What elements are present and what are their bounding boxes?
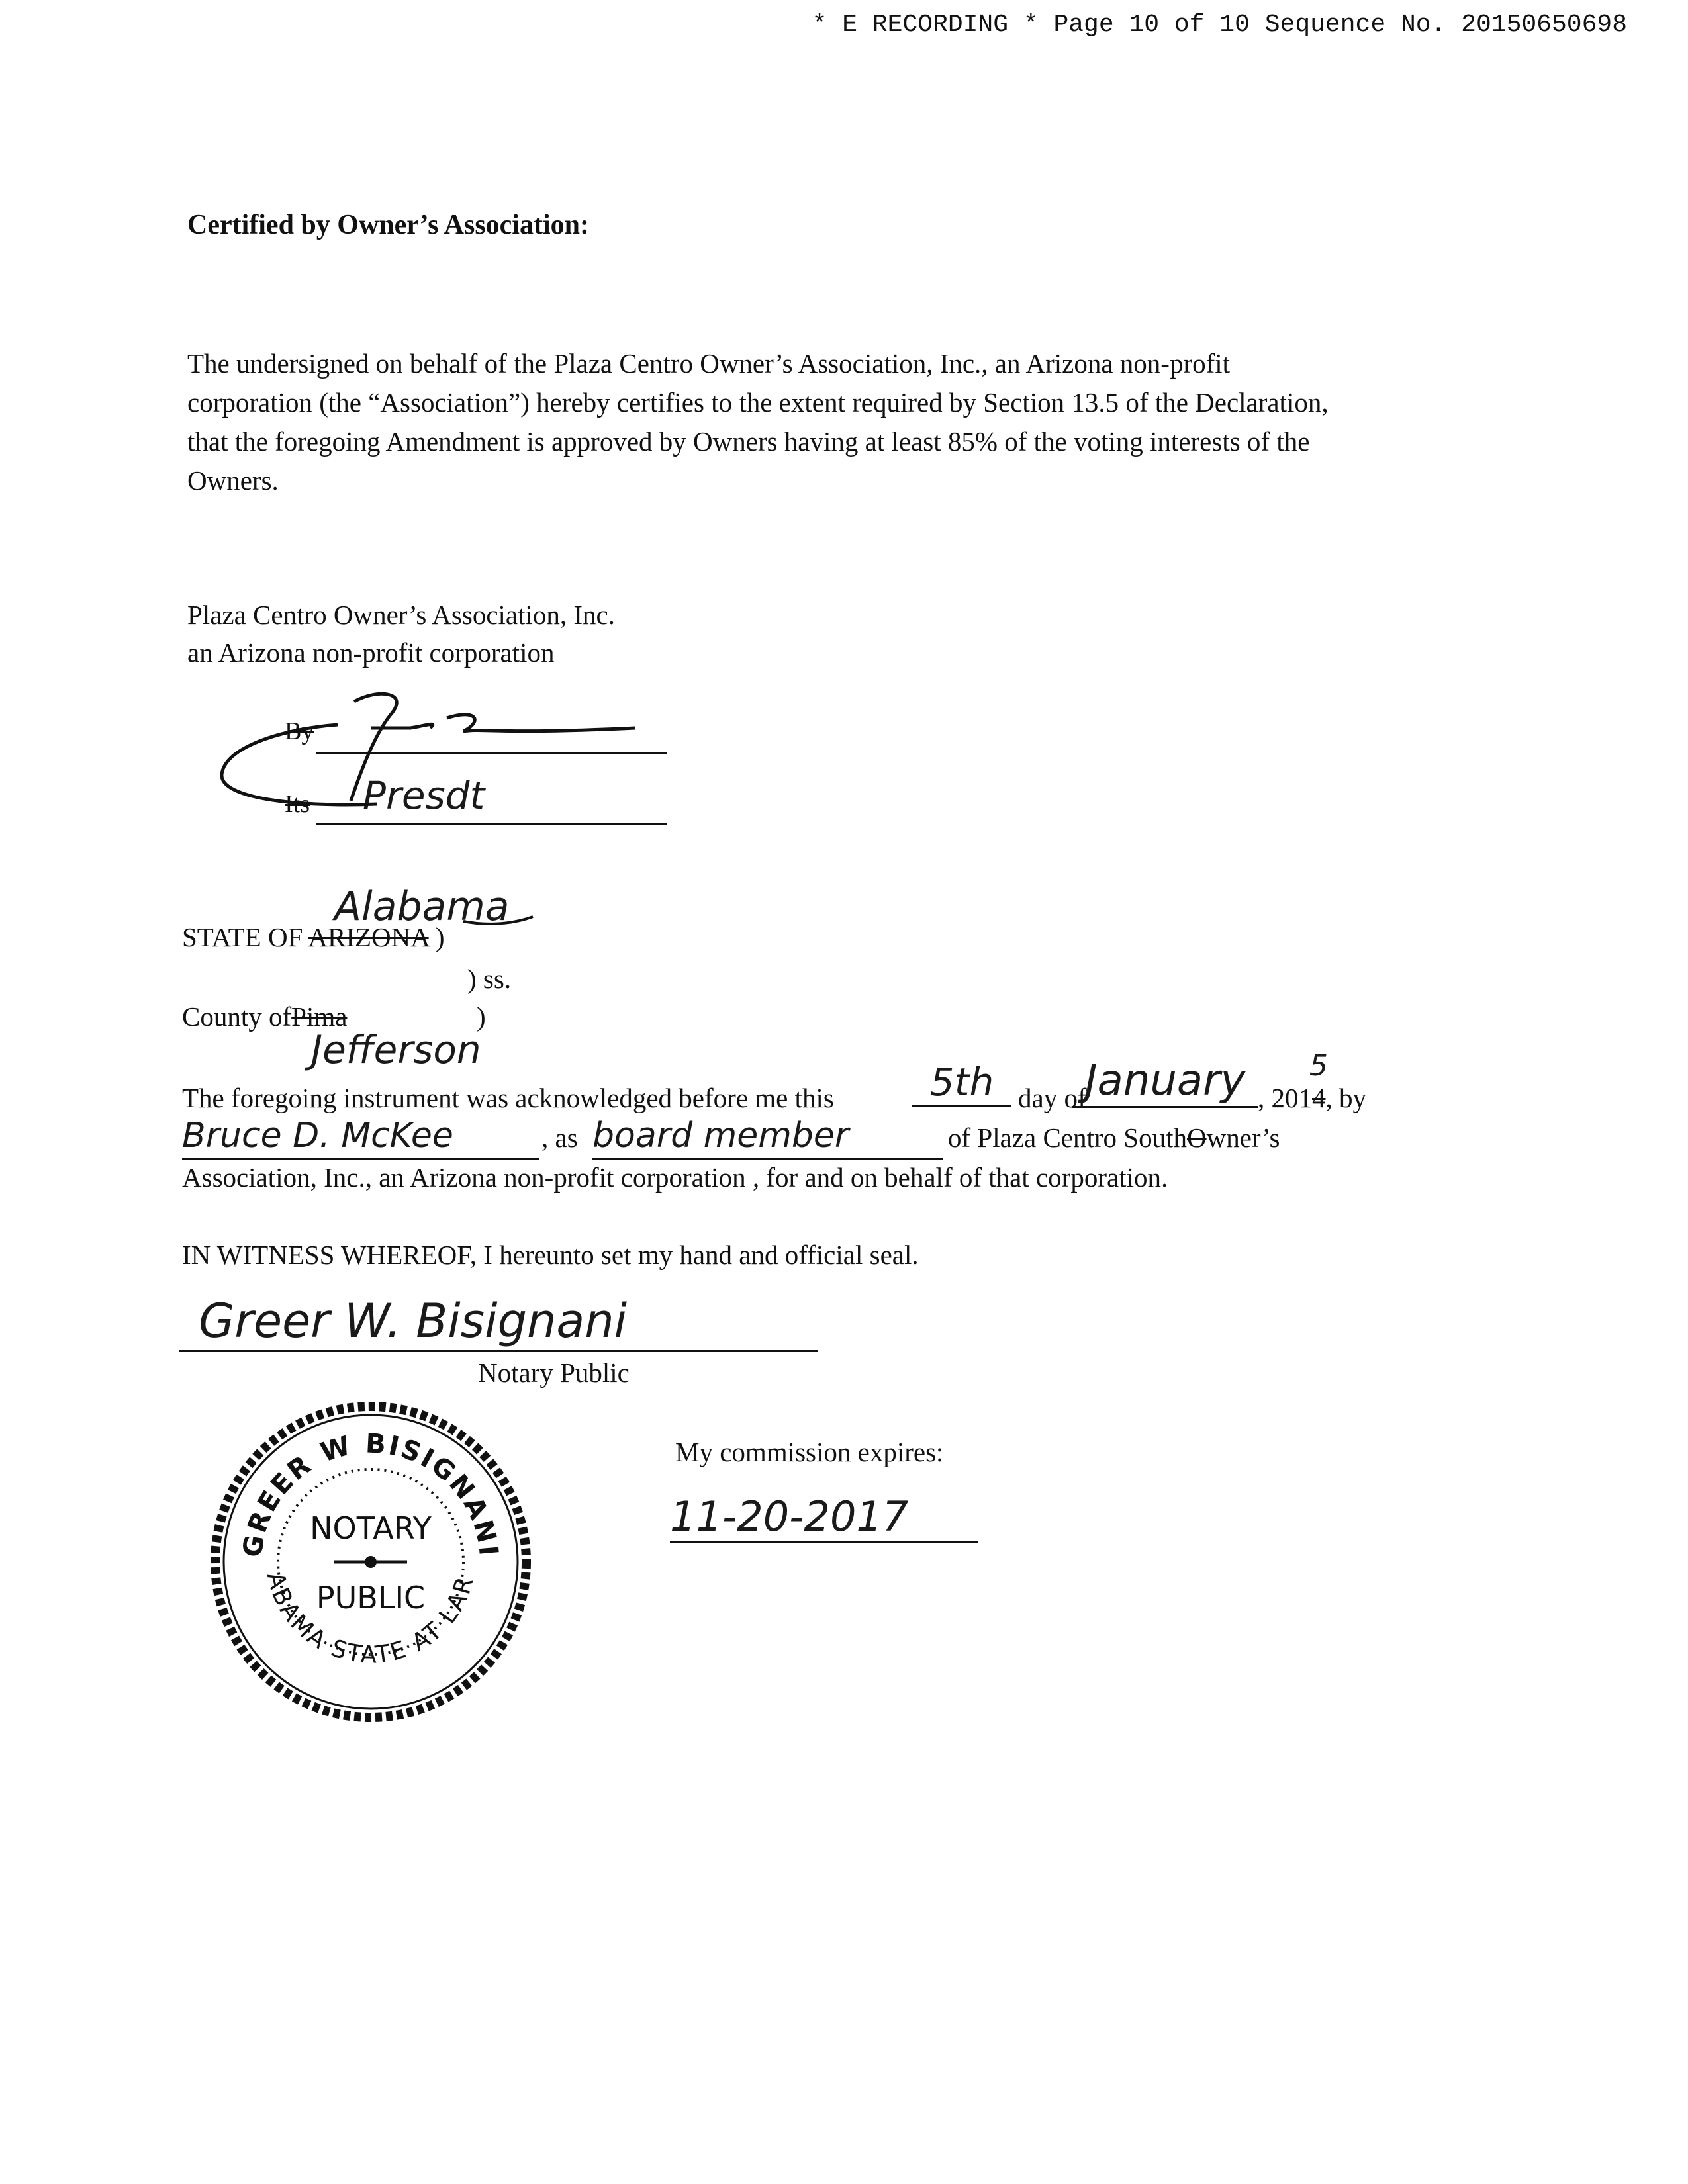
notary-seal [195,1375,536,1727]
seal-top-arc: GREER W BISIGNANI [237,1428,504,1559]
ack-day-handwritten: 5th [912,1059,1011,1107]
association-type: an Arizona non-profit corporation [187,637,555,668]
ack-title-handwritten: board member [592,1114,943,1160]
seal-bottom-arc: ALABAMA STATE AT LARGE [195,1375,480,1669]
president-signature-drawing [212,688,688,821]
seal-line-2: PUBLIC [316,1580,426,1615]
ack-year-struck: 4 [1312,1083,1326,1113]
notary-public-label: Notary Public [478,1357,630,1388]
state-close: ) [435,922,445,952]
page-heading: Certified by Owner’s Association: [187,210,589,240]
state-label [182,921,445,953]
ack-month-handwritten: January [1072,1056,1258,1108]
its-handwritten-title: Presdt [363,773,485,818]
state-struck: ARIZONA [308,922,429,952]
seal-line-1: NOTARY [310,1510,432,1546]
ack-line-2-tail [948,1122,1280,1154]
county-label-text: County of [182,1001,292,1032]
ack-text-owners: wner’s [1206,1122,1280,1153]
seal-center-dot [365,1556,377,1568]
ack-text-as: , as [541,1122,578,1153]
paragraph-line: corporation (the “Association”) hereby certifies to the extent required by Section 13.5 of the Declaration, [187,387,1329,418]
ack-text-a: The foregoing instrument was acknowledged before me this [182,1083,834,1113]
paragraph-line: Owners. [187,465,279,496]
ack-struck-o: O [1186,1122,1207,1153]
ack-text-c: , 201 [1258,1083,1312,1113]
witness-statement: IN WITNESS WHEREOF, I hereunto set my hand and official seal. [182,1240,919,1270]
state-label-text: STATE OF [182,922,303,952]
commission-label: My commission expires: [675,1437,944,1467]
its-label: Its [285,790,310,818]
paragraph-line: that the foregoing Amendment is approved by Owners having at least 85% of the voting interests of the [187,426,1310,457]
ack-text-d: , by [1325,1083,1366,1113]
ss-label: ) ss. [467,964,512,994]
ack-year-handwritten: 5 [1309,1049,1328,1083]
commission-date-handwritten: 11-20-2017 [670,1492,978,1543]
paragraph-line: The undersigned on behalf of the Plaza Centro Owner’s Association, Inc., an Arizona non-profit [187,348,1231,379]
ack-text-b: day of [1018,1083,1087,1113]
state-handwritten-flourish [463,913,536,927]
notary-signature-line [179,1350,818,1352]
acknowledgment-line-1 [182,1082,834,1114]
county-close: ) [477,1001,486,1032]
acknowledgment-line-3: Association, Inc., an Arizona non-profit corporation , for and on behalf of that corporation. [182,1162,1168,1193]
county-struck: Pima [291,1001,348,1032]
county-handwritten: Jefferson [311,1027,481,1072]
certification-paragraph [187,344,1485,500]
state-handwritten: Alabama [334,884,510,930]
ack-name-handwritten: Bruce D. McKee [182,1114,539,1160]
recording-header: * E RECORDING * Page 10 of 10 Sequence No. 20150650698 [812,11,1627,39]
ack-text-south: of Plaza Centro South [948,1122,1187,1153]
association-name: Plaza Centro Owner’s Association, Inc. [187,600,615,630]
its-line [316,823,667,825]
by-label: By [285,717,314,745]
ack-year-group [1258,1082,1366,1114]
notary-signature: Greer W. Bisignani [199,1294,628,1348]
